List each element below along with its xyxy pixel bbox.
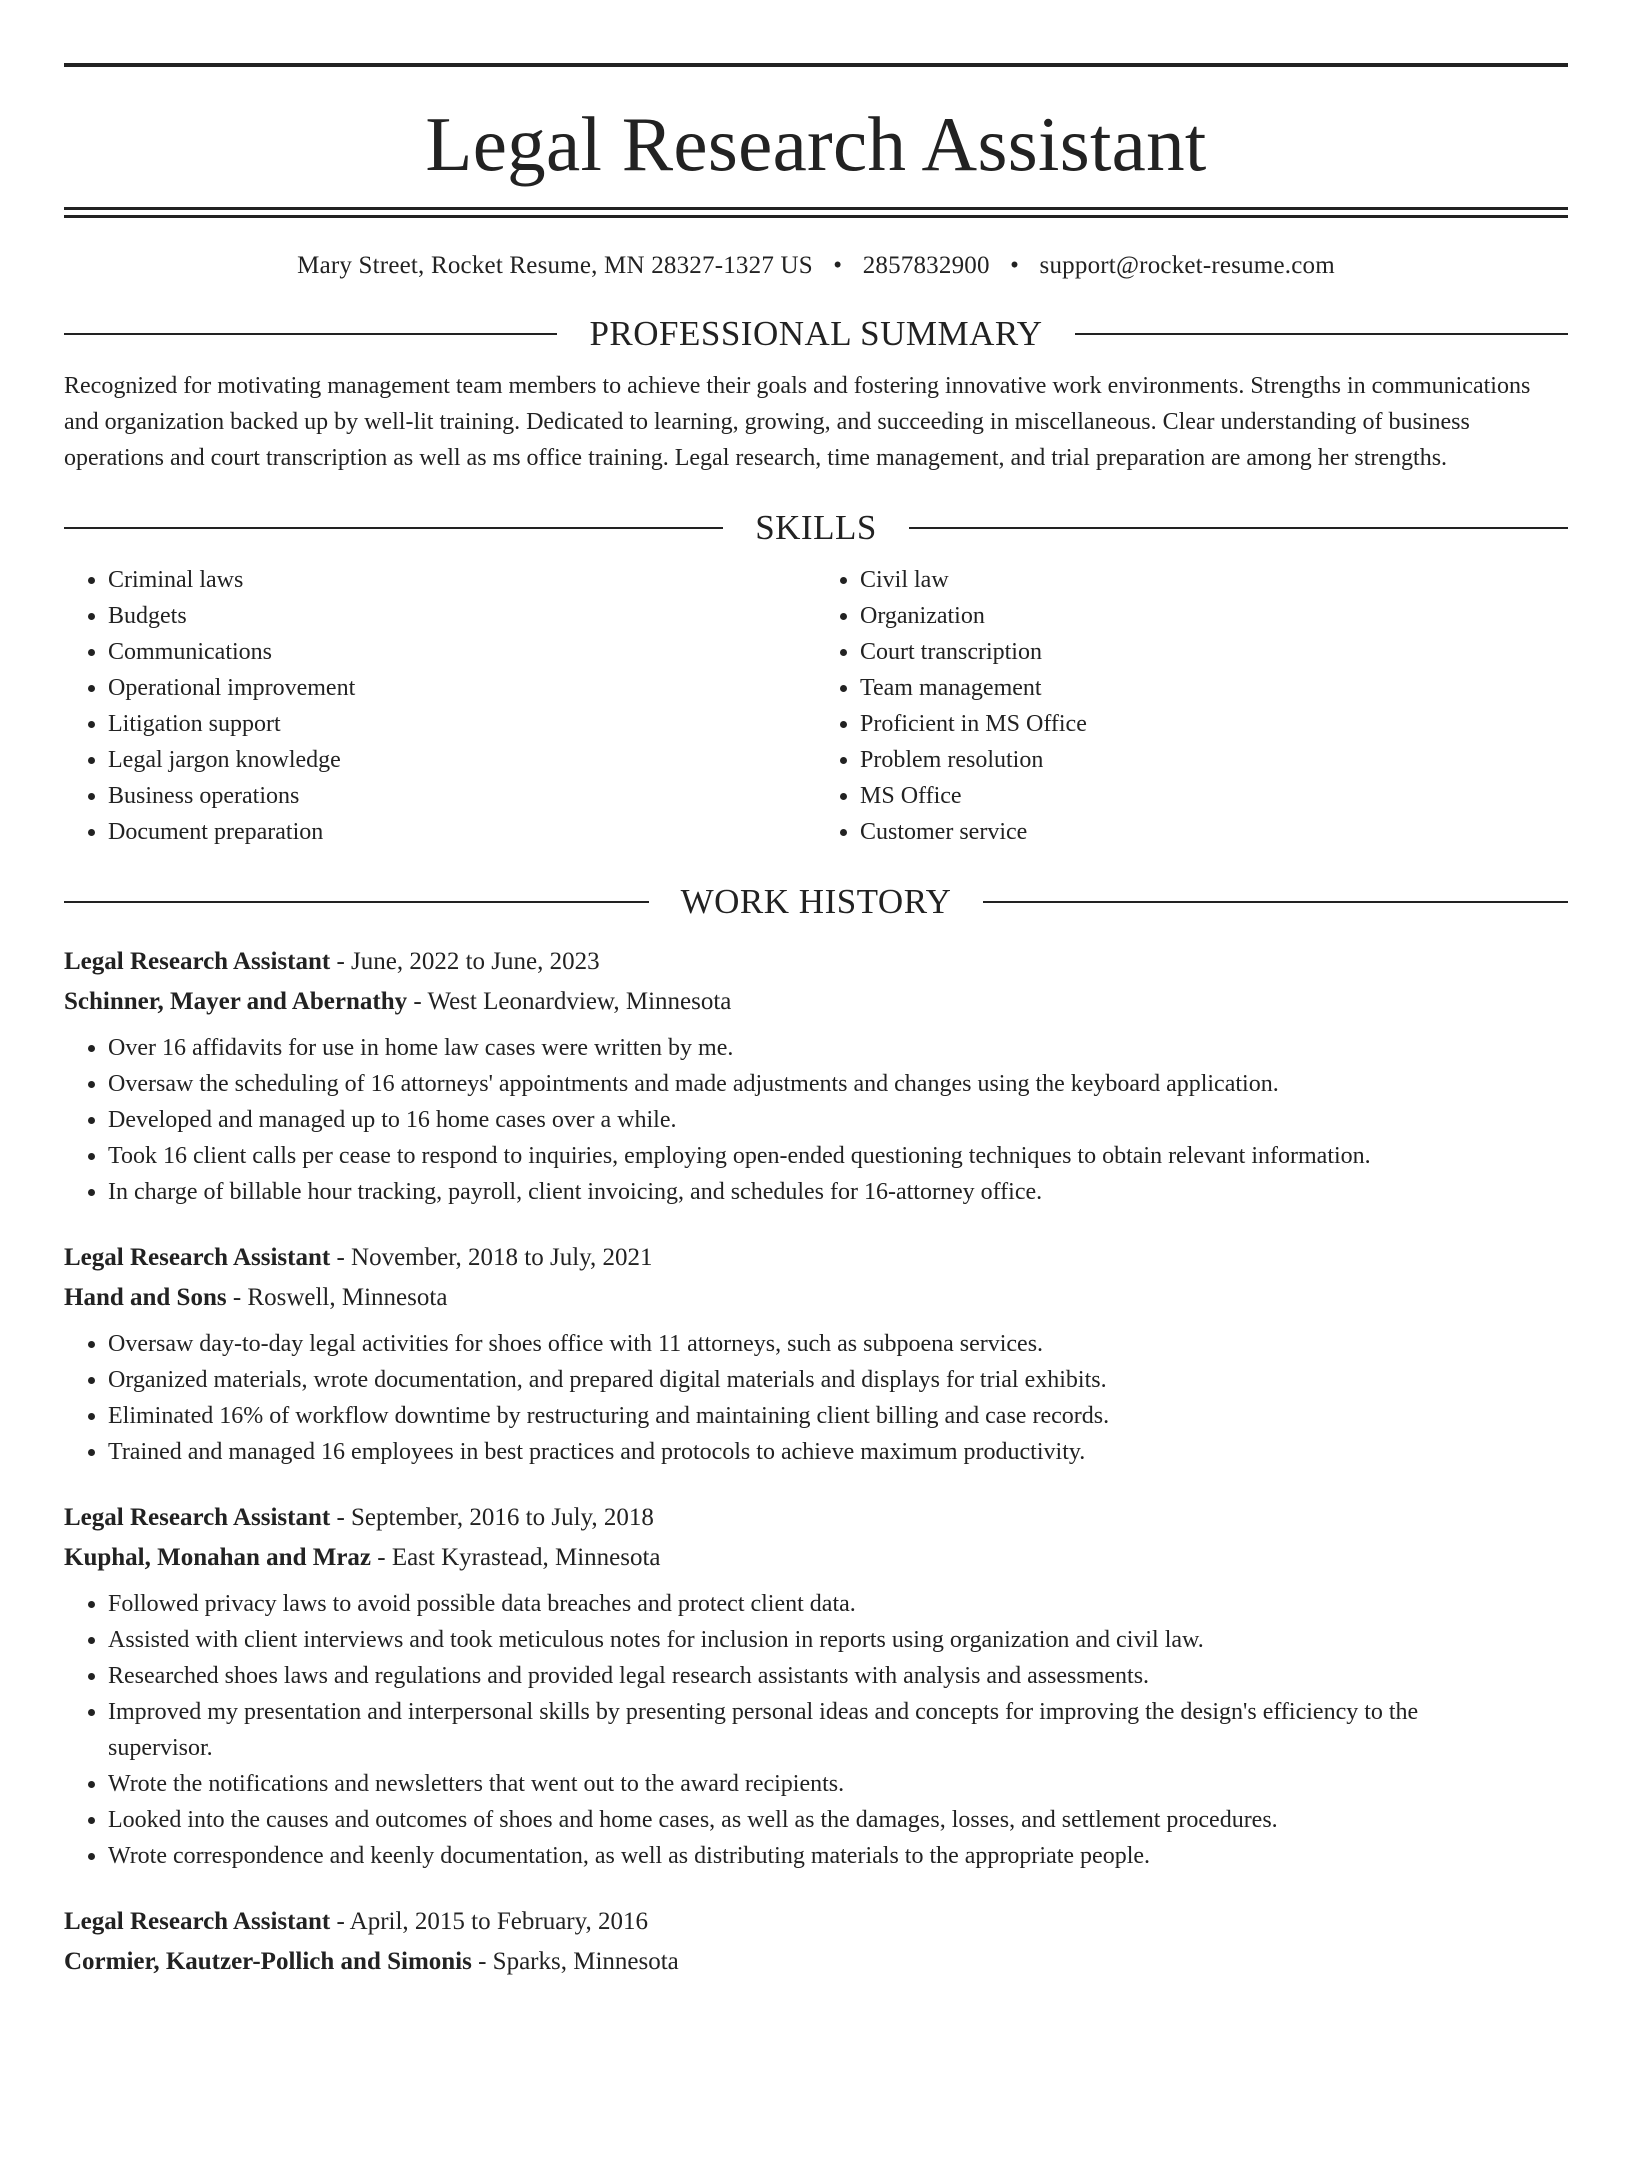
- job-location: - West Leonardview, Minnesota: [407, 988, 732, 1015]
- contact-address: Mary Street, Rocket Resume, MN 28327-1327 US: [297, 252, 813, 279]
- skill-item: • Criminal laws: [108, 562, 816, 598]
- job-bullet: • Oversaw the scheduling of 16 attorneys' appointments and made adjustments and changes using the keyboard application.: [108, 1066, 1568, 1102]
- job-role-line: [64, 942, 1568, 982]
- heading-rule: [64, 901, 649, 903]
- resume-title: Legal Research Assistant: [425, 101, 1207, 187]
- job-company-line: [64, 1278, 1568, 1318]
- work-heading: [64, 880, 1568, 924]
- job-location: - East Kyrastead, Minnesota: [371, 1544, 661, 1571]
- skills-heading: [64, 506, 1568, 550]
- contact-phone: 2857832900: [862, 252, 990, 279]
- job-entry: [64, 1238, 1568, 1470]
- skill-item: • Proficient in MS Office: [860, 706, 1568, 742]
- skill-item: • Business operations: [108, 778, 816, 814]
- job-bullet: • Oversaw day-to-day legal activities for shoes office with 11 attorneys, such as subpoena services.: [108, 1326, 1568, 1362]
- job-bullet: • Organized materials, wrote documentation, and prepared digital materials and displays for trial exhibits.: [108, 1362, 1568, 1398]
- job-role-line: [64, 1238, 1568, 1278]
- heading-rule: [1075, 333, 1568, 335]
- skill-item: • Team management: [860, 670, 1568, 706]
- job-location: - Roswell, Minnesota: [226, 1284, 448, 1311]
- job-bullet: • Wrote correspondence and keenly documentation, as well as distributing materials to the appropriate people.: [108, 1838, 1568, 1874]
- job-company-line: [64, 1942, 1568, 1982]
- summary-title: PROFESSIONAL SUMMARY: [589, 314, 1043, 353]
- heading-rule: [64, 527, 723, 529]
- job-role: Legal Research Assistant: [64, 948, 331, 975]
- skill-item: • Communications: [108, 634, 816, 670]
- job-bullet: • Trained and managed 16 employees in best practices and protocols to achieve maximum productivity.: [108, 1434, 1568, 1470]
- job-entry: [64, 1498, 1568, 1874]
- job-role: Legal Research Assistant: [64, 1504, 331, 1531]
- skills-list-left: [64, 562, 816, 850]
- job-role: Legal Research Assistant: [64, 1908, 331, 1935]
- job-bullet: • Followed privacy laws to avoid possible data breaches and protect client data.: [108, 1586, 1568, 1622]
- job-bullet: • Researched shoes laws and regulations and provided legal research assistants with analysis and assessments.: [108, 1658, 1568, 1694]
- skills-title: SKILLS: [755, 508, 877, 547]
- job-bullet: • Wrote the notifications and newsletters that went out to the award recipients.: [108, 1766, 1568, 1802]
- job-bullet: • Took 16 client calls per cease to respond to inquiries, employing open-ended questioning techniques to obtain relevant information.: [108, 1138, 1568, 1174]
- job-location: - Sparks, Minnesota: [471, 1948, 679, 1975]
- job-company: Cormier, Kautzer-Pollich and Simonis: [64, 1948, 472, 1975]
- skills-list-right: [816, 562, 1568, 850]
- heading-rule: [64, 333, 557, 335]
- skill-item: • Legal jargon knowledge: [108, 742, 816, 778]
- contact-separator: •: [1010, 252, 1020, 279]
- top-rule: [64, 63, 1568, 67]
- job-company-line: [64, 1538, 1568, 1578]
- skill-item: • MS Office: [860, 778, 1568, 814]
- job-bullet: • Looked into the causes and outcomes of shoes and home cases, as well as the damages, losses, and settlement procedures.: [108, 1802, 1568, 1838]
- job-company-line: [64, 982, 1568, 1022]
- job-bullet: • Assisted with client interviews and took meticulous notes for inclusion in reports using organization and civil law.: [108, 1622, 1568, 1658]
- job-bullet: • Over 16 affidavits for use in home law cases were written by me.: [108, 1030, 1568, 1066]
- job-bullets: [64, 1326, 1568, 1470]
- skill-item: • Litigation support: [108, 706, 816, 742]
- job-dates: - April, 2015 to February, 2016: [330, 1908, 648, 1935]
- job-entry: [64, 1902, 1568, 1982]
- contact-line: [64, 250, 1568, 282]
- job-bullet: • Developed and managed up to 16 home cases over a while.: [108, 1102, 1568, 1138]
- job-role-line: [64, 1498, 1568, 1538]
- skill-item: • Budgets: [108, 598, 816, 634]
- skill-item: • Organization: [860, 598, 1568, 634]
- skill-item: • Court transcription: [860, 634, 1568, 670]
- skill-item: • Customer service: [860, 814, 1568, 850]
- summary-heading: [64, 312, 1568, 356]
- job-role: Legal Research Assistant: [64, 1244, 331, 1271]
- job-bullets: [64, 1586, 1568, 1874]
- resume-page: [0, 63, 1632, 2175]
- job-company: Hand and Sons: [64, 1284, 227, 1311]
- skill-item: • Civil law: [860, 562, 1568, 598]
- job-bullets: [64, 1030, 1568, 1210]
- job-company: Kuphal, Monahan and Mraz: [64, 1544, 372, 1571]
- job-bullet: • Eliminated 16% of workflow downtime by restructuring and maintaining client billing and case records.: [108, 1398, 1568, 1434]
- job-company: Schinner, Mayer and Abernathy: [64, 988, 408, 1015]
- contact-email: support@rocket-resume.com: [1039, 252, 1335, 279]
- job-bullet: • In charge of billable hour tracking, payroll, client invoicing, and schedules for 16-attorney office.: [108, 1174, 1568, 1210]
- heading-rule: [909, 527, 1568, 529]
- job-dates: - November, 2018 to July, 2021: [330, 1244, 653, 1271]
- job-bullet: • Improved my presentation and interpersonal skills by presenting personal ideas and concepts for improving the design's efficiency to the supervisor.: [108, 1694, 1568, 1766]
- job-dates: - September, 2016 to July, 2018: [330, 1504, 654, 1531]
- work-title: WORK HISTORY: [680, 882, 952, 921]
- skills-columns: [64, 562, 1568, 850]
- heading-rule: [983, 901, 1568, 903]
- skill-item: • Document preparation: [108, 814, 816, 850]
- skill-item: • Problem resolution: [860, 742, 1568, 778]
- skill-item: • Operational improvement: [108, 670, 816, 706]
- job-entry: [64, 942, 1568, 1210]
- title-double-rule: [64, 207, 1568, 218]
- contact-separator: •: [833, 252, 843, 279]
- job-role-line: [64, 1902, 1568, 1942]
- job-dates: - June, 2022 to June, 2023: [330, 948, 600, 975]
- summary-text: Recognized for motivating management team members to achieve their goals and fostering innovative work environments. Strengths in communications and organization backed up by well-lit training. Dedicated to learning, growing, and succeeding in miscellaneous. Clear understanding of business operations and court transcription as well as ms office training. Legal research, time management, and trial preparation are among her strengths.: [64, 373, 1531, 471]
